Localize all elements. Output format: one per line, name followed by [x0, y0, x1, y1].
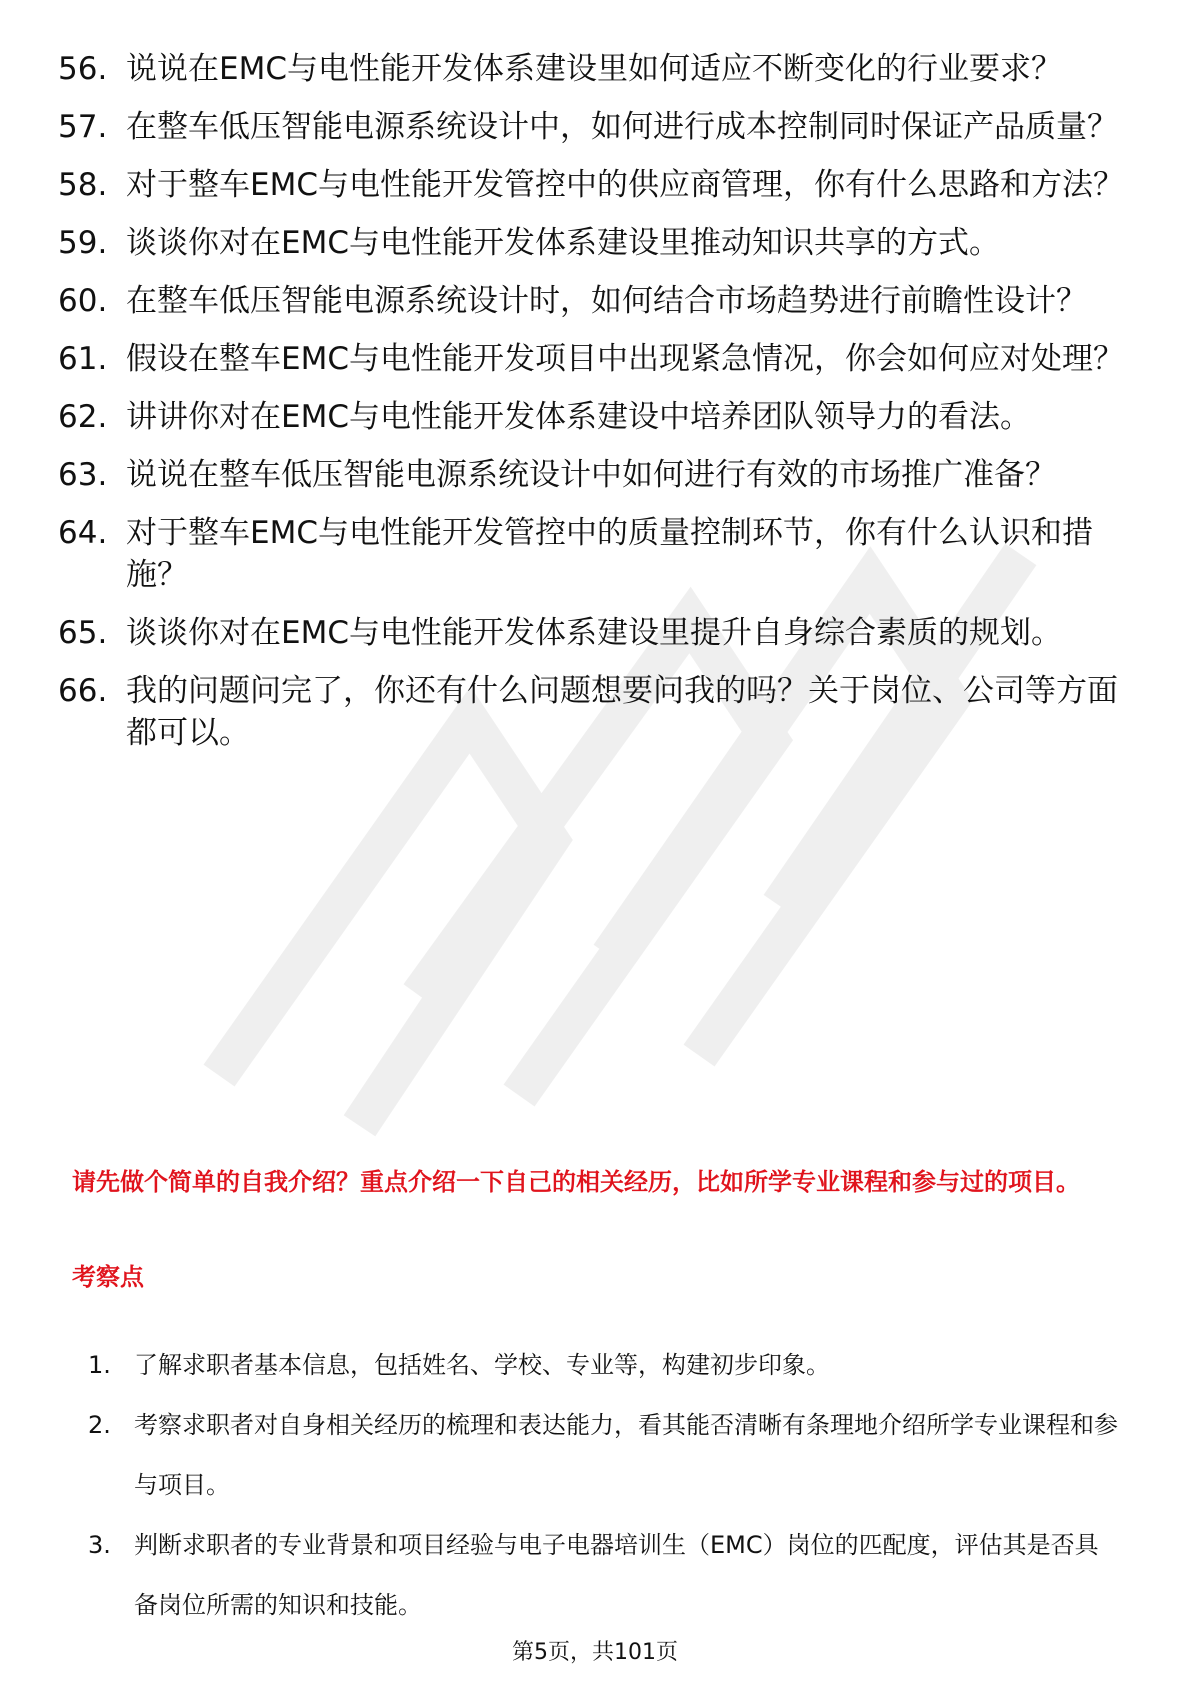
point-number: 1. [88, 1351, 111, 1379]
question-number: 57. [58, 109, 108, 145]
list-item [80, 1515, 1122, 1635]
question-text: 我的问题问完了，你还有什么问题想要问我的吗？关于岗位、公司等方面都可以。 [126, 673, 1118, 751]
question-number: 64. [58, 515, 108, 551]
question-text: 谈谈你对在EMC与电性能开发体系建设里提升自身综合素质的规划。 [126, 615, 1062, 651]
list-item [58, 48, 1128, 90]
point-text: 考察求职者对自身相关经历的梳理和表达能力，看其能否清晰有条理地介绍所学专业课程和参与项目。 [134, 1411, 1118, 1499]
question-number: 61. [58, 341, 108, 377]
question-number: 60. [58, 283, 108, 319]
point-text: 了解求职者基本信息，包括姓名、学校、专业等，构建初步印象。 [134, 1351, 830, 1379]
question-number: 65. [58, 615, 108, 651]
question-number: 62. [58, 399, 108, 435]
list-item [58, 338, 1128, 380]
list-item [58, 454, 1128, 496]
section-title: 请先做个简单的自我介绍？重点介绍一下自己的相关经历，比如所学专业课程和参与过的项目。 [72, 1168, 1080, 1196]
question-number: 58. [58, 167, 108, 203]
list-item [80, 1395, 1122, 1515]
question-text: 对于整车EMC与电性能开发管控中的质量控制环节，你有什么认识和措施？ [126, 515, 1093, 593]
question-number: 63. [58, 457, 108, 493]
question-text: 在整车低压智能电源系统设计时，如何结合市场趋势进行前瞻性设计？ [126, 283, 1087, 319]
list-item [58, 612, 1128, 654]
list-item [58, 280, 1128, 322]
list-item [58, 106, 1128, 148]
points-heading: 考察点 [72, 1263, 144, 1291]
list-item [58, 512, 1128, 596]
question-number: 56. [58, 51, 108, 87]
point-number: 3. [88, 1531, 111, 1559]
page-footer: 第5页，共101页 [512, 1640, 678, 1665]
question-text: 对于整车EMC与电性能开发管控中的供应商管理，你有什么思路和方法？ [126, 167, 1124, 203]
question-text: 说说在整车低压智能电源系统设计中如何进行有效的市场推广准备？ [126, 457, 1056, 493]
point-text: 判断求职者的专业背景和项目经验与电子电器培训生（EMC）岗位的匹配度，评估其是否具备岗位所需的知识和技能。 [134, 1531, 1099, 1619]
list-item [58, 396, 1128, 438]
list-item [58, 222, 1128, 264]
question-number: 66. [58, 673, 108, 709]
question-list [58, 48, 1128, 770]
question-text: 谈谈你对在EMC与电性能开发体系建设里推动知识共享的方式。 [126, 225, 1000, 261]
question-text: 在整车低压智能电源系统设计中，如何进行成本控制同时保证产品质量？ [126, 109, 1118, 145]
list-item [58, 670, 1128, 754]
question-text: 讲讲你对在EMC与电性能开发体系建设中培养团队领导力的看法。 [126, 399, 1031, 435]
points-list [80, 1335, 1122, 1635]
question-text: 假设在整车EMC与电性能开发项目中出现紧急情况，你会如何应对处理？ [126, 341, 1124, 377]
question-text: 说说在EMC与电性能开发体系建设里如何适应不断变化的行业要求？ [126, 51, 1062, 87]
list-item [80, 1335, 1122, 1395]
point-number: 2. [88, 1411, 111, 1439]
question-number: 59. [58, 225, 108, 261]
list-item [58, 164, 1128, 206]
